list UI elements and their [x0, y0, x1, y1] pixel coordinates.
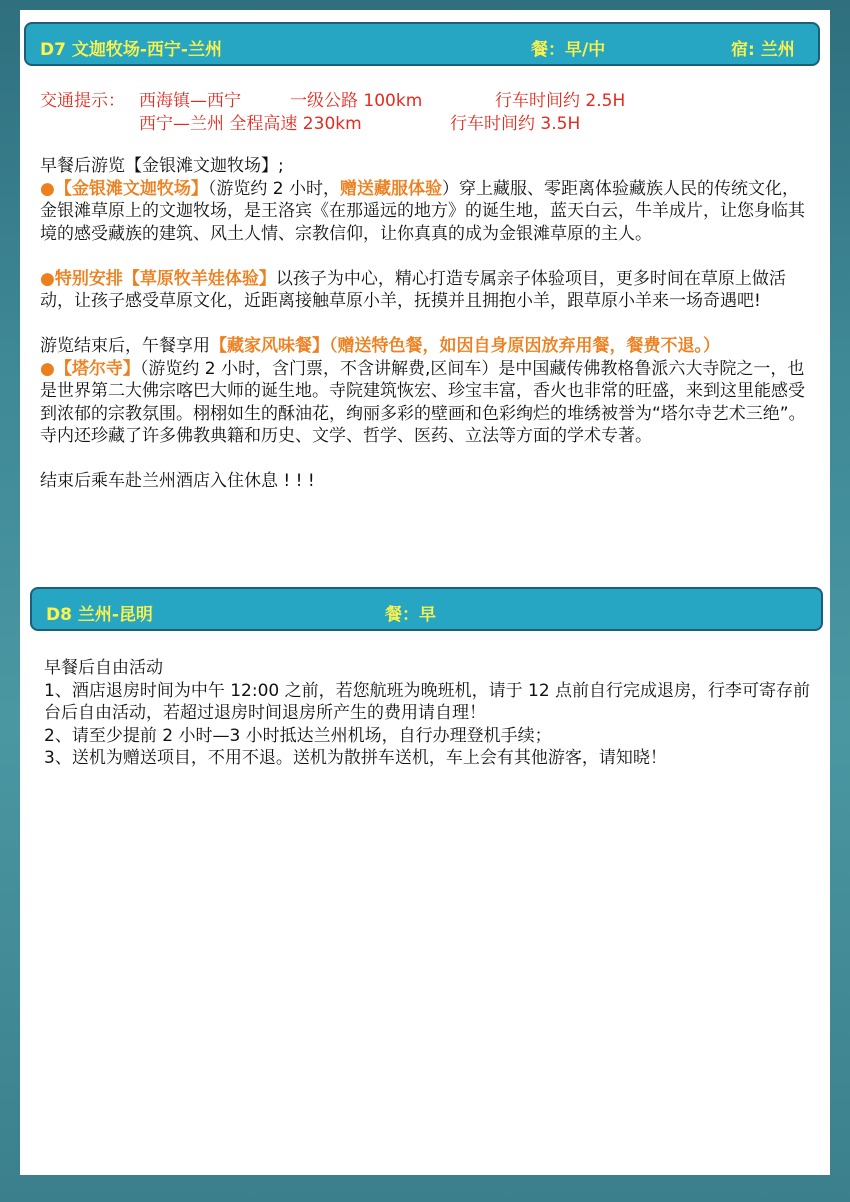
- traffic-route-2: 西宁—兰州 全程高速 230km: [139, 114, 362, 134]
- day8-header: [30, 587, 823, 631]
- attraction-jinyintan: ●【金银滩文迦牧场】（游览约 2 小时，赠送藏服体验）穿上藏服、零距离体验藏族人民的传统文化，金银滩草原上的文迦牧场，是王洛宾《在那遥远的地方》的诞生地，蓝天白云，牛羊成片，让您身临其境的感受藏族的建筑、风土人情、宗教信仰，让你真真的成为金银滩草原的主人。: [40, 178, 805, 244]
- day8-title: D8 兰州-昆明: [46, 605, 153, 625]
- traffic-road-1: 一级公路 100km: [290, 91, 423, 111]
- day8-line-4: 3、送机为赠送项目，不用不退。送机为散拼车送机，车上会有其他游客，请知晓！: [44, 748, 667, 768]
- day8-meal: 餐：早: [385, 605, 436, 625]
- traffic-route-1: 西海镇—西宁: [139, 91, 241, 111]
- day7-meal: 餐：早/中: [531, 40, 606, 60]
- day8-line-3: 2、请至少提前 2 小时—3 小时抵达兰州机场，自行办理登机手续；: [44, 725, 552, 746]
- traffic-time-2: 行车时间约 3.5H: [450, 114, 581, 134]
- day8-body: [44, 657, 816, 770]
- day7-header: [24, 22, 820, 66]
- day8-line-1: 早餐后自由活动: [44, 658, 163, 678]
- attraction-jinyintan-title: ●【金银滩文迦牧场】: [40, 178, 208, 199]
- special-arrangement: ●特别安排【草原牧羊娃体验】以孩子为中心，精心打造专属亲子体验项目，更多时间在草原上做活动，让孩子感受草原文化，近距离接触草原小羊，抚摸并且拥抱小羊，跟草原小羊来一场奇遇吧!: [40, 268, 786, 311]
- lunch-note: 游览结束后，午餐享用【藏家风味餐】（赠送特色餐，如因自身原因放弃用餐，餐费不退。）: [40, 336, 720, 356]
- traffic-time-1: 行车时间约 2.5H: [495, 91, 626, 111]
- lunch-highlight: 【藏家风味餐】（赠送特色餐，如因自身原因放弃用餐，餐费不退。）: [210, 336, 720, 356]
- day8-line-2: 1、酒店退房时间为中午 12:00 之前，若您航班为晚班机，请于 12 点前自行完成退房，行李可寄存前台后自由活动，若超过退房时间退房所产生的费用请自理！: [44, 680, 811, 723]
- attraction-taer-temple: ●【塔尔寺】（游览约 2 小时，含门票，不含讲解费,区间车）是中国藏传佛教格鲁派六大寺院之一，也是世界第二大佛宗喀巴大师的诞生地。寺院建筑恢宏、珍宝丰富，香火也非常的旺盛，来到这里能感受到浓郁的宗教氛围。栩栩如生的酥油花，绚丽多彩的壁画和色彩绚烂的堆绣被誉为“塔尔寺艺术三绝”。寺内还珍藏了许多佛教典籍和历史、文学、哲学、医药、立法等方面的学术专著。: [40, 358, 806, 446]
- attraction-taer-title: ●【塔尔寺】: [40, 358, 140, 379]
- special-arrangement-title: ●特别安排【草原牧羊娃体验】: [40, 268, 276, 289]
- day7-ending: 结束后乘车赴兰州酒店入住休息 ! ! !: [40, 471, 315, 491]
- day7-title: D7 文迦牧场-西宁-兰州: [40, 40, 222, 60]
- day7-body: [40, 155, 815, 493]
- gift-highlight: 赠送藏服体验: [339, 178, 442, 199]
- day7-intro: 早餐后游览【金银滩文迦牧场】;: [40, 156, 284, 176]
- day7-hotel: 宿: 兰州: [731, 40, 795, 60]
- traffic-label: 交通提示：: [40, 91, 125, 111]
